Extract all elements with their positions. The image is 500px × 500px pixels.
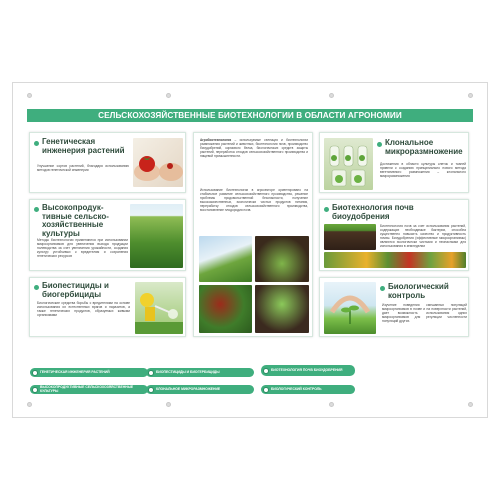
tomato-hands-image	[133, 138, 183, 187]
mount-hole	[166, 402, 171, 407]
tag-label: БИОЛОГИЧЕСКИЙ КОНТРОЛЬ	[271, 387, 322, 392]
tag-label: БИОПЕСТИЦИДЫ И БИОГЕРБИЦИДЫ	[156, 370, 220, 375]
mount-hole	[329, 402, 334, 407]
test-tubes-image	[324, 138, 373, 190]
poster-title: СЕЛЬСКОХОЗЯЙСТВЕННЫЕ БИОТЕХНОЛОГИИ В ОБЛАСТИ АГРОНОМИИ	[27, 109, 473, 122]
bullet-icon	[34, 285, 39, 290]
card-heading	[34, 204, 126, 238]
tag-bullet-icon	[32, 370, 38, 376]
hands-plant-image	[324, 282, 376, 334]
tag-genetic-engineering	[30, 368, 148, 377]
sprayer-image	[135, 282, 183, 334]
card-heading	[377, 139, 467, 156]
tag-high-yield-crops	[30, 385, 148, 394]
card-agrobiotechnology	[193, 132, 313, 337]
center-text-2: Использование биотехнологии в агросекторе ориентировано на стабильное развитие сельскохозяйственного производства, решение проблемы продовольственной безопасности, получение высококачественных, экологически чистых продуктов питания, переработку отходов сельскохозяйственного производства, восстановление плодородия почв.	[200, 188, 308, 212]
tag-bullet-icon	[32, 387, 38, 393]
tag-label: ГЕНЕТИЧЕСКАЯ ИНЖЕНЕРИЯ РАСТЕНИЙ	[40, 370, 110, 375]
card-heading	[34, 138, 130, 155]
card-text: Биологические средства борьбы с вредителями на основе использования их естественных врагов и паразитов, а также генетических продуктов, образуемых живыми организмами	[37, 301, 130, 318]
mount-hole	[27, 402, 32, 407]
bullet-icon	[34, 141, 39, 146]
tag-biological-control	[261, 385, 355, 394]
seedling-hand-image	[199, 236, 252, 282]
center-lead-term: Агробиотехнология	[200, 138, 232, 142]
card-heading	[380, 283, 468, 300]
mount-hole	[468, 93, 473, 98]
card-text: Методы биотехнологии применяются при использовании микроорганизмов для увеличения выхода продукции полеводства за счет увеличения урожайности, создания культур устойчивых к вредителям и сохранения генетических ресурсов	[37, 238, 128, 259]
mount-hole	[329, 93, 334, 98]
card-text: Улучшение сортов растений, благодаря использованию методов генетической инженерии	[37, 164, 129, 173]
tag-bullet-icon	[263, 387, 269, 393]
tag-bullet-icon	[148, 370, 154, 376]
card-title: Высокопродук-тивные сельско-хозяйственные культуры	[42, 203, 109, 238]
card-title: Биологический контроль	[388, 282, 449, 300]
bullet-icon	[324, 207, 329, 212]
card-heading	[324, 204, 464, 221]
center-text-1-body: – используемые селекция и биотехнологии размножения растений и животных, биотехнологии почв, производство биоудобрений, кормового белка, биологических средств защиты растений, переработка отходов сельскохозяйственного производства и пищевой промышленности.	[200, 138, 308, 158]
mount-hole	[166, 93, 171, 98]
sprouts-image	[255, 285, 309, 333]
tag-label: БИОТЕХНОЛОГИЯ ПОЧВ БИОУДОБРЕНИЯ	[271, 368, 343, 373]
card-title: Генетическая инженерия растений	[42, 137, 125, 155]
mount-hole	[27, 93, 32, 98]
card-text: Изучение поведения смешанных популяций микроорганизмов в почве и на поверхности растений, дает возможность использования одних микроорганизмов для регуляции численности популяций других.	[382, 303, 467, 324]
tag-bullet-icon	[263, 368, 269, 374]
tag-biopesticides	[146, 368, 254, 377]
seedlings-soil-image	[255, 236, 309, 282]
green-field-image	[130, 204, 183, 268]
card-title: Биотехнология почв биоудобрения	[332, 203, 414, 221]
bullet-icon	[380, 286, 385, 291]
soil-roots-image	[324, 224, 376, 250]
tag-label: ВЫСОКОПРОДУКТИВНЫЕ СЕЛЬСКОХОЗЯЙСТВЕННЫЕ КУЛЬТУРЫ	[40, 385, 134, 393]
tag-label: КЛОНАЛЬНОЕ МИКРОРАЗМНОЖЕНИЕ	[156, 387, 221, 392]
center-text-1	[200, 138, 308, 158]
mount-hole	[468, 402, 473, 407]
card-clonal-micropropagation	[319, 132, 469, 193]
card-title: Биопестициды и биогербициды	[42, 281, 109, 299]
tag-soil-biotechnology	[261, 365, 355, 376]
tag-bullet-icon	[148, 387, 154, 393]
bullet-icon	[34, 207, 39, 212]
poster-board	[12, 82, 488, 418]
tomatoes-plant-image	[199, 285, 252, 333]
tag-clonal-micropropagation	[146, 385, 254, 394]
card-text: Достижения в области культуры клеток и тканей привели к созданию принципиально нового метода вегетативного размножения – клонального микроразмножения	[380, 162, 466, 179]
card-title: Клональное микроразмножение	[385, 138, 463, 156]
card-biological-control	[319, 277, 469, 337]
card-text: Биотехнология почв за счет использования растений, содержащих необходимые бактерии, способна существенно повысить качество и продуктивность почвы. Биоудобрения (эффективные микроорганизмы) являются экологически чистыми и неопасными для использования в земледелии	[380, 224, 466, 249]
bullet-icon	[377, 142, 382, 147]
vegetables-image	[324, 252, 466, 268]
card-biopesticides	[29, 277, 186, 337]
card-high-yield-crops	[29, 199, 186, 271]
card-genetic-engineering	[29, 132, 186, 193]
card-soil-biotechnology	[319, 199, 469, 271]
card-heading	[34, 282, 128, 299]
